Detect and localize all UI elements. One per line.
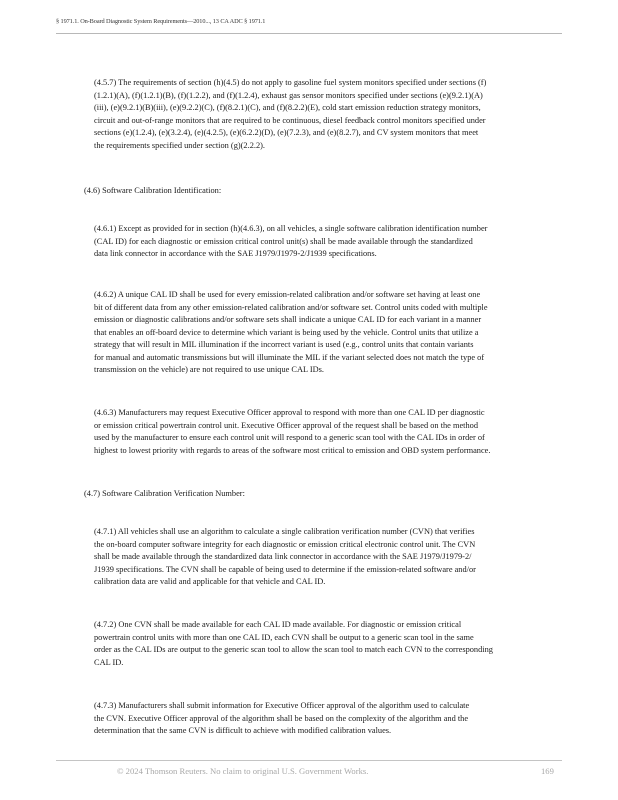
- text-line: data link connector in accordance with the SAE J1979/J1979-2/J1939 specifications.: [94, 249, 377, 258]
- text-line: (1.2.1)(A), (f)(1.2.1)(B), (f)(1.2.2), and (f)(1.2.4), exhaust gas sensor monitors specified under sections (e)(9.2.1)(A): [94, 90, 483, 100]
- section-heading-4-7: (4.7) Software Calibration Verification Number:: [84, 489, 245, 498]
- paragraph-4-7-1: [94, 526, 582, 589]
- text-line: transmission on the vehicle) are not required to use unique CAL IDs.: [94, 365, 325, 374]
- paragraph-4-6-2: [94, 289, 582, 377]
- text-line: that enables an off-board device to determine which variant is being used by the vehicle. Control units that utilize a: [94, 327, 479, 337]
- text-line: (4.6.2) A unique CAL ID shall be used for every emission-related calibration and/or software set having at least one: [94, 290, 481, 299]
- text-line: powertrain control units with more than one CAL ID, each CVN shall be output to a generic scan tool in the same: [94, 632, 474, 642]
- text-line: strategy that will result in MIL illumination if the incorrect variant is used (e.g., control units that contain variants: [94, 340, 474, 349]
- text-line: (4.6.3) Manufacturers may request Executive Officer approval to respond with more than one CAL ID per diagnostic: [94, 408, 485, 417]
- text-line: highest to lowest priority with regards to areas of the software most critical to emission and OBD system performance.: [94, 445, 491, 455]
- page-number: 169: [541, 766, 554, 776]
- text-line: emission or diagnostic calibrations and/or software sets shall indicate a unique CAL ID for each variant in a manner: [94, 315, 482, 324]
- text-line: shall be made available through the standardized data link connector in accordance with the SAE J1979/J1979-2/: [94, 552, 472, 561]
- text-line: (4.7.1) All vehicles shall use an algorithm to calculate a single calibration verification number (CVN) that verifies: [94, 527, 475, 536]
- text-line: order as the CAL IDs are output to the generic scan tool to allow the scan tool to match each CVN to the corresponding: [94, 645, 493, 654]
- text-line: determination that the same CVN is difficult to achieve with modified calibration values.: [94, 726, 392, 735]
- text-line: bit of different data from any other emission-related calibration and/or software set. Control units coded with multiple: [94, 302, 488, 312]
- paragraph-4-5-7: [94, 77, 582, 152]
- footer-divider: [56, 760, 562, 761]
- text-line: (4.7.2) One CVN shall be made available for each CAL ID made available. For diagnostic or emission critical: [94, 620, 462, 629]
- header-divider: [56, 33, 562, 34]
- section-heading-4-6: (4.6) Software Calibration Identification:: [84, 186, 222, 195]
- paragraph-4-6-1: [94, 223, 582, 261]
- paragraph-4-7-3: [94, 700, 582, 738]
- text-line: the requirements specified under section (g)(2.2.2).: [94, 140, 265, 150]
- text-line: (4.6.1) Except as provided for in section (h)(4.6.3), on all vehicles, a single software calibration identification number: [94, 224, 488, 233]
- text-line: for manual and automatic transmissions but will illuminate the MIL if the variant selected does not match the type of: [94, 352, 485, 362]
- paragraph-4-7-2: [94, 619, 582, 669]
- text-line: calibration data are valid and applicable for that vehicle and CAL ID.: [94, 577, 326, 586]
- text-line: the CVN. Executive Officer approval of the algorithm shall be based on the complexity of the algorithm and the: [94, 713, 469, 723]
- text-line: (CAL ID) for each diagnostic or emission critical control unit(s) shall be made available through the standardized: [94, 236, 473, 246]
- text-line: J1939 specifications. The CVN shall be capable of being used to determine if the emission-related software and/or: [94, 564, 476, 574]
- text-line: used by the manufacturer to ensure each control unit will respond to a generic scan tool with the CAL IDs in order of: [94, 433, 485, 442]
- text-line: the on-board computer software integrity for each diagnostic or emission critical electronic control unit. The CVN: [94, 539, 476, 549]
- paragraph-4-6-3: [94, 407, 582, 457]
- text-line: (4.5.7) The requirements of section (h)(4.5) do not apply to gasoline fuel system monitors specified under sections (f): [94, 78, 487, 87]
- copyright-notice: © 2024 Thomson Reuters. No claim to original U.S. Government Works.: [117, 766, 369, 776]
- text-line: (iii), (e)(9.2.1)(B)(iii), (e)(9.2.2)(C), (f)(8.2.1)(C), and (f)(8.2.2)(E), cold start emission reduction strategy monitors,: [94, 103, 481, 112]
- text-line: or emission critical powertrain control unit. Executive Officer approval of the request shall be based on the method: [94, 420, 478, 430]
- text-line: sections (e)(1.2.4), (e)(3.2.4), (e)(4.2.5), (e)(6.2.2)(D), (e)(7.2.3), and (e)(8.2.7), and CV system monitors that meet: [94, 128, 479, 137]
- text-line: CAL ID.: [94, 657, 124, 667]
- running-header: § 1971.1. On-Board Diagnostic System Requirements—2010..., 13 CA ADC § 1971.1: [56, 18, 266, 25]
- text-line: circuit and out-of-range monitors that are required to be continuous, diesel feedback control monitors specified under: [94, 115, 486, 125]
- text-line: (4.7.3) Manufacturers shall submit information for Executive Officer approval of the algorithm used to calculate: [94, 701, 470, 710]
